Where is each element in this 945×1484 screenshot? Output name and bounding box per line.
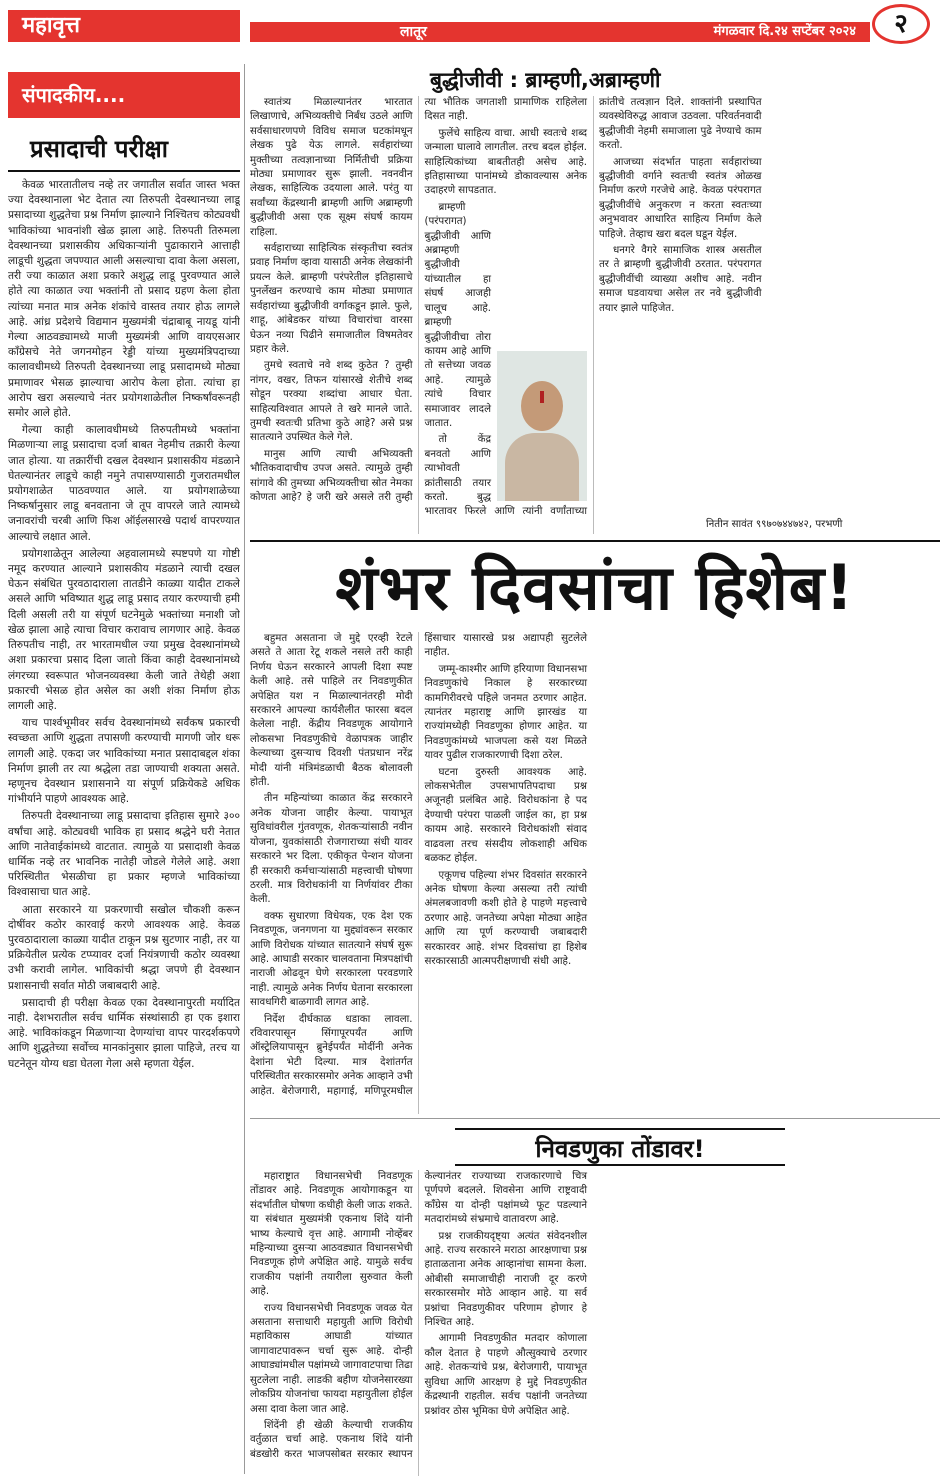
masthead-bar — [250, 22, 870, 42]
editorial-body — [8, 178, 240, 1072]
article1-columns — [250, 96, 936, 534]
editorial-label: संपादकीय.... — [8, 72, 240, 118]
paragraph: जम्मू-काश्मीर आणि हरियाणा विधानसभा निवडणुकांचे निकाल हे सरकारच्या कामगिरीवरचे पहिले जनमत ठरणार आहेत. त्यानंतर महाराष्ट्र आणि झारखंड या राज्यांमध्येही निवडणुका होणार आहेत. या निवडणुकांमध्ये भाजपला कसे यश मिळते यावर पुढील राजकारणाची दिशा ठरेल. — [424, 663, 588, 762]
article2-body — [250, 632, 936, 1114]
article3-columns — [250, 1170, 936, 1476]
masthead — [0, 0, 945, 48]
paragraph: तिरुपती देवस्थानाच्या लाडू प्रसादाचा इतिहास सुमारे ३०० वर्षांचा आहे. कोट्यवधी भाविक हा प्रसाद श्रद्धेने घरी नेतात आणि नातेवाईकांमध्ये वाटतात. त्यामुळे या प्रसादाशी केवळ धार्मिक नव्हे तर भावनिक नातेही जोडले गेलेले आहे. अशा परिस्थितीत भेसळीचा हा प्रकार म्हणजे भाविकांच्या विश्वासाचा घात आहे. — [8, 810, 240, 899]
page-number: २ — [872, 4, 930, 44]
article1-title: बुद्धीजीवी : ब्राम्हणी,अब्राम्हणी — [430, 68, 661, 92]
paragraph: बहुमत असताना जे मुद्दे एरव्ही रेटले असते ते आता रेटू शकले नसले तरी काही निर्णय घेऊन सरकारने आपली दिशा स्पष्ट केली आहे. तसे पाहिले तर निवडणुकीत अपेक्षित यश न मिळाल्यानंतरही मोदी सरकारने आपल्या कार्यशैलीत फारसा बदल केलेला नाही. केंद्रीय निवडणूक आयोगाने लोकसभा निवडणुकीचे वेळापत्रक जाहीर केल्याच्या दुसऱ्याच दिवशी पंतप्रधान नरेंद्र मोदी यांनी मंत्रिमंडळाची बैठक बोलावली होती. — [250, 633, 413, 789]
paragraph: घटना दुरुस्ती आवश्यक आहे. लोकसभेतील उपसभापतिपदाचा प्रश्न अजूनही प्रलंबित आहे. विरोधकांना हे पद देण्याची परंपरा पाळली जाईल का, हा प्रश्न कायम आहे. सरकारने विरोधकांशी संवाद वाढवला तरच संसदीय लोकशाही अधिक बळकट होईल. — [424, 766, 587, 865]
paragraph: स्वातंत्र्य मिळाल्यानंतर भारतात लिखाणाचे, अभिव्यक्तीचे निर्बंध उठले आणि सर्वसाधारणपणे विविध समाज घटकांमधून लेखक पुढे येऊ लागले. सर्वहारांच्या मुक्तीच्या तत्वज्ञानाच्या निर्मितीची प्रक्रिया मोठ्या प्रमाणावर सुरू झाली. नवनवीन लेखक, साहित्यिक उदयाला आले. परंतु या सर्वांच्या केंद्रस्थानी ब्राम्हणी आणि अब्राम्हणी बुद्धीजीवी असा एक सूक्ष्म संघर्ष कायम राहिला. — [250, 97, 413, 238]
section-divider — [250, 1118, 940, 1119]
column-divider — [244, 64, 245, 1474]
paragraph: प्रसादाची ही परीक्षा केवळ एका देवस्थानापुरती मर्यादित नाही. देशभरातील सर्वच धार्मिक संस्थांसाठी हा एक इशारा आहे. भाविकांकडून मिळणाऱ्या देणग्यांचा वापर पारदर्शकपणे आणि शुद्धतेच्या सर्वोच्च मानकांनुसार झाला पाहिजे, तरच या घटनेतून योग्य धडा घेतला गेला असे म्हणता येईल. — [8, 996, 240, 1070]
section-divider — [250, 540, 940, 542]
paragraph: तो केंद्र बनवतो आणि त्याभोवती क्रांतीसाठी तयार करतो. बुद्ध भारतावर फिरले आणि त्यांनी वर्णांताच्या क्रांतीचे तत्वज्ञान दिले. शाक्तांनी प्रस्थापित व्यवस्थेविरुद्ध आवाज उठवला. परिवर्तनवादी बुद्धीजीवी नेहमी समाजाला पुढे नेण्याचे काम करतो. — [424, 97, 762, 518]
town-name: लातूर — [400, 24, 427, 40]
paragraph: निर्देश दीर्घकाळ धडाका लावला. रविवारपासून सिंगापूरपर्यंत आणि ऑस्ट्रेलियापासून ब्रुनेईपर्यंत मोदींनी अनेक देशांना भेटी दिल्या. मात्र देशांतर्गत परिस्थितीत सरकारसमोर अनेक आव्हाने उभी आहेत. बेरोजगारी, महागाई, मणिपूरमधील हिंसाचार यासारखे प्रश्न अद्यापही सुटलेले नाहीत. — [250, 633, 587, 1097]
editorial-column — [8, 72, 240, 1472]
paragraph: वक्फ सुधारणा विधेयक, एक देश एक निवडणूक, जनगणना या मुद्द्यांवरून सरकार आणि विरोधक यांच्यात सातत्याने संघर्ष सुरू आहे. आघाडी सरकार चालवताना मित्रपक्षांची नाराजी ओढवून घेणे सरकारला परवडणारे नाही. त्यामुळे अनेक निर्णय घेताना सरकारला सावधगिरी बाळगावी लागत आहे. — [250, 910, 413, 1009]
paragraph: याच पार्श्वभूमीवर सर्वच देवस्थानांमध्ये सर्वंकष प्रकारची स्वच्छता आणि शुद्धता तपासणी करण्याची मागणी जोर धरू लागली आहे. एकदा जर भाविकांच्या मनात प्रसादाबद्दल शंका निर्माण झाली तर त्या श्रद्धेला तडा जाण्याची शक्यता असते. म्हणूनच देवस्थान प्रशासनाने या संपूर्ण प्रक्रियेकडे अधिक गांभीर्याने पाहणे आवश्यक आहे. — [8, 717, 240, 806]
paper-name: महावृत्त — [8, 10, 240, 42]
paragraph: शिंदेंनी ही खेळी केल्याची राजकीय वर्तुळात चर्चा आहे. एकनाथ शिंदे यांनी बंडखोरी करत भाजपसोबत सरकार स्थापन केल्यानंतर राज्याच्या राजकारणाचे चित्र पूर्णपणे बदलले. शिवसेना आणि राष्ट्रवादी काँग्रेस या दोन्ही पक्षांमध्ये फूट पडल्याने मतदारांमध्ये संभ्रमाचे वातावरण आहे. — [250, 1171, 587, 1460]
author-face — [521, 381, 563, 431]
paragraph: महाराष्ट्रात विधानसभेची निवडणूक तोंडावर आहे. निवडणूक आयोगाकडून या संदर्भातील घोषणा कधीही केली जाऊ शकते. या संबंधात मुख्यमंत्री एकनाथ शिंदे यांनी भाष्य केल्याचे वृत्त आहे. आगामी नोव्हेंबर महिन्याच्या दुसऱ्या आठवड्यात विधानसभेची निवडणूक होणे अपेक्षित आहे. यामुळे सर्वच राजकीय पक्षांनी तयारीला सुरुवात केली आहे. — [250, 1171, 413, 1298]
paragraph: आजच्या संदर्भात पाहता सर्वहारांच्या बुद्धीजीवी वर्गाने स्वतःची स्वतंत्र ओळख निर्माण करणे गरजेचे आहे. केवळ परंपरागत बुद्धीजीवींचे अनुकरण न करता स्वतःच्या अनुभवावर आधारित साहित्य निर्माण केले पाहिजे. तेव्हाच खरा बदल घडून येईल. — [599, 156, 762, 240]
article1-byline: नितीन सावंत ९९७०७४४७४२, परभणी — [706, 519, 843, 530]
article1-body — [250, 96, 936, 534]
author-photo — [497, 351, 587, 501]
article3-body — [250, 1170, 936, 1476]
paragraph: ब्राम्हणी (परंपरागत) बुद्धीजीवी आणि अब्राम्हणी बुद्धीजीवी यांच्यातील हा संघर्ष आजही चालूच आहे. ब्राम्हणी बुद्धीजीवीचा तोरा कायम आहे आणि तो सत्तेच्या जवळ आहे. त्यामुळे त्यांचे विचार समाजावर लादले जातात. — [424, 201, 491, 429]
paragraph: फुलेंचे साहित्य वाचा. आधी स्वतःचे शब्द जन्माला घालावे लागतील. तरच बदल होईल. साहित्यिकांच्या बाबतीतही असेच आहे. इतिहासाच्या पानांमध्ये डोकावल्यास अनेक उदाहरणे सापडतात. — [424, 127, 587, 197]
paragraph: मानुस आणि त्याची अभिव्यक्ती भौतिकवादाचीच उपज असते. त्यामुळे तुम्ही सांगावे की तुमच्या अभिव्यक्तीचा स्रोत नेमका कोणता आहे? हे जरी खरे असले तरी तुम्ही त्या भौतिक जगताशी प्रामाणिक राहिलेला दिसत नाही. — [250, 97, 587, 503]
paragraph: धनगरे वैगरे सामाजिक शास्त्र असतील तर ते ब्राम्हणी बुद्धीजीवी ठरतात. परंपरागत बुद्धीजीवींची व्याख्या अशीच आहे. नवीन समाज घडवायचा असेल तर नवे बुद्धीजीवी तयार झाले पाहिजेत. — [599, 245, 762, 314]
paragraph: सर्वहाराच्या साहित्यिक संस्कृतीचा स्वतंत्र प्रवाह निर्माण व्हावा यासाठी अनेक लेखकांनी प्रयत्न केले. ब्राम्हणी परंपरेतील इतिहासाचे पुनर्लेखन करण्याचे काम मोठ्या प्रमाणात सर्वहारांच्या बुद्धीजीवी वर्गाकडून झाले. फुले, शाहू, आंबेडकर यांच्या विचारांचा वारसा घेऊन नव्या पिढीने समाजातील विषमतेवर प्रहार केले. — [250, 243, 413, 355]
article2-headline: शंभर दिवसांचा हिशेब! — [335, 551, 855, 624]
author-figure — [505, 433, 579, 501]
paragraph: तीन महिन्यांच्या काळात केंद्र सरकारने अनेक योजना जाहीर केल्या. पायाभूत सुविधांवरील गुंतवणूक, शेतकऱ्यांसाठी नवीन योजना, युवकांसाठी रोजगाराच्या संधी यावर सरकारने भर दिला. एकीकृत पेन्शन योजना ही सरकारी कर्मचाऱ्यांसाठी महत्त्वाची घोषणा ठरली. मात्र विरोधकांनी या निर्णयांवर टीका केली. — [250, 793, 413, 906]
paragraph: तुमचे स्वताचे नवे शब्द कुठेत ? तुम्ही नांगर, वखर, तिफन यांसारखे शेतीचे शब्द सोडून परक्या शब्दांचा आधार घेता. साहित्यविश्वात आपले ते खरे मानले जाते. तुमची स्वतःची प्रतिभा कुठे आहे? असे प्रश्न सातत्याने उपस्थित केले गेले. — [250, 360, 413, 444]
paragraph: राज्य विधानसभेची निवडणूक जवळ येत असताना सत्ताधारी महायुती आणि विरोधी महाविकास आघाडी यांच्यात जागावाटपावरून चर्चा सुरू आहे. दोन्ही आघाड्यांमधील पक्षांमध्ये जागावाटपाचा तिढा सुटलेला नाही. लाडकी बहीण योजनेसारख्या लोकप्रिय योजनांचा फायदा महायुतीला होईल असा दावा केला जात आहे. — [250, 1302, 413, 1415]
issue-date: मंगळवार दि.२४ सप्टेंबर २०२४ — [713, 24, 856, 39]
paragraph: प्रयोगशाळेतून आलेल्या अहवालामध्ये स्पष्टपणे या गोष्टी नमूद करण्यात आल्याने प्रशासकीय मंडळाने त्याची दखल घेऊन संबंधित पुरवठादाराला तातडीने काळ्या यादीत टाकले असले आणि भविष्यात शुद्ध लाडू प्रसाद तयार करण्याची हमी दिली असली तरी या संपूर्ण घटनेमुळे भक्तांच्या मनाशी जो खेळ झाला आहे त्याचा विचार करावाच लागणार आहे. केवळ तिरुपतीच नाही, तर भारतामधील ज्या प्रमुख देवस्थानांमध्ये अशा प्रकारचा प्रसाद दिला जातो किंवा काही देवस्थानांमध्ये लंगरच्या स्वरूपात भोजनव्यवस्था केली जाते तेथेही अशा प्रकारची भेसळ होत असेल का अशी शंका निर्माण होऊ लागली आहे. — [8, 547, 240, 712]
article2-columns — [250, 632, 936, 1114]
paragraph: आगामी निवडणुकीत मतदार कोणाला कौल देतात हे पाहणे औत्सुक्याचे ठरणार आहे. शेतकऱ्यांचे प्रश्न, बेरोजगारी, पायाभूत सुविधा आणि आरक्षण हे मुद्दे निवडणुकीत केंद्रस्थानी राहतील. सर्वच पक्षांनी जनतेच्या प्रश्नांवर ठोस भूमिका घेणे अपेक्षित आहे. — [424, 1333, 587, 1417]
paragraph: केवळ भारतातीलच नव्हे तर जगातील सर्वात जास्त भक्त ज्या देवस्थानाला भेट देतात त्या तिरुपती देवस्थानच्या लाडू प्रसादाच्या शुद्धतेचा प्रश्न निर्माण झाल्याने निश्चितच कोट्यवधी भाविकांच्या भावनांशी खेळ झाला आहे. तिरुपती तिरुमला देवस्थानच्या प्रशासकीय अधिकाऱ्यांनी पुढाकाराने आत्ताही लाडूची शुद्धता जपण्यात आली असल्याचा दावा केला असला, तरी ज्या काळात अशा प्रकारे अशुद्ध लाडू पुरवण्यात आले होते त्या काळात ज्या भक्तांनी तो प्रसाद ग्रहण केला होता त्यांच्या मनात मात्र अनेक शंकांचे वास्तव तयार होऊ लागले आहे. आंध्र प्रदेशचे विद्यमान मुख्यमंत्री चंद्राबाबू नायडू यांनी गेल्या आठवड्यामध्ये माजी मुख्यमंत्री आणि वायएसआर काँग्रेसचे नेते जगनमोहन रेड्डी यांच्या मुख्यमंत्रिपदाच्या कालावधीमध्ये तिरुपती देवस्थानच्या लाडू प्रसादामध्ये मोठ्या प्रमाणावर भेसळ झाल्याचा आरोप केला होता. त्यांचा हा आरोप खरा असल्याचे नंतर प्रयोगशाळेतील निष्कर्षांवरूनही समोर आले होते. — [8, 179, 240, 420]
article3-title: निवडणुका तोंडावर! — [455, 1128, 785, 1166]
author-tilak — [540, 391, 544, 403]
paragraph: आता सरकारने या प्रकरणाची सखोल चौकशी करून दोषींवर कठोर कारवाई करणे आवश्यक आहे. केवळ पुरवठादाराला काळ्या यादीत टाकून प्रश्न सुटणार नाही, तर या प्रक्रियेतील प्रत्येक टप्प्यावर दर्जा नियंत्रणाची कठोर व्यवस्था उभी करावी लागेल. भाविकांची श्रद्धा जपणे ही देवस्थान प्रशासनाची सर्वात मोठी जबाबदारी आहे. — [8, 903, 240, 992]
editorial-title: प्रसादाची परीक्षा — [8, 118, 240, 172]
paragraph: एकूणच पहिल्या शंभर दिवसांत सरकारने अनेक घोषणा केल्या असल्या तरी त्यांची अंमलबजावणी कशी होते हे पाहणे महत्त्वाचे ठरणार आहे. जनतेच्या अपेक्षा मोठ्या आहेत आणि त्या पूर्ण करण्याची जबाबदारी सरकारवर आहे. शंभर दिवसांचा हा हिशेब सरकारसाठी आत्मपरीक्षणाची संधी आहे. — [424, 869, 587, 967]
paragraph: गेल्या काही कालावधीमध्ये तिरुपतीमध्ये भक्तांना मिळणाऱ्या लाडू प्रसादाचा दर्जा बाबत नेहमीच तक्रारी केल्या जात होत्या. या तक्रारींची दखल देवस्थान प्रशासकीय मंडळाने घेतल्यानंतर लाडूचे काही नमुने तपासण्यासाठी गुजरातमधील प्रयोगशाळेत पाठवण्यात आले. या प्रयोगशाळेच्या निष्कर्षानुसार लाडू बनवताना जे तूप वापरले जाते त्यामध्ये जनावरांची चरबी आणि फिश ऑईलसारखे पदार्थ वापरण्यात आल्याचे लक्षात आले. — [8, 424, 240, 543]
paragraph: प्रश्न राजकीयदृष्ट्या अत्यंत संवेदनशील आहे. राज्य सरकारने मराठा आरक्षणाचा प्रश्न हाताळताना अनेक आव्हानांचा सामना केला. ओबीसी समाजाचीही नाराजी दूर करणे सरकारसमोर मोठे आव्हान आहे. या सर्व प्रश्नांचा निवडणुकीवर परिणाम होणार हे निश्चित आहे. — [424, 1230, 587, 1329]
